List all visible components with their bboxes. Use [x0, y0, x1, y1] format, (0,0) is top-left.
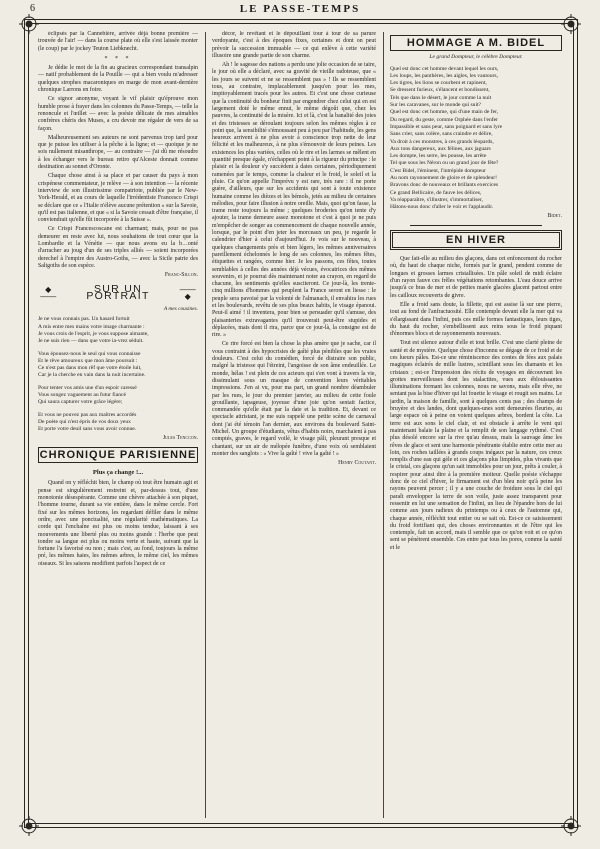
column-divider — [383, 32, 384, 818]
poem-dedication: Le grand Dompteur, le célèbre Dompteur. — [429, 54, 523, 61]
poem-line: Vous songez vaguement au futur fiancé — [38, 392, 126, 399]
poem-line: Aux tons dangereux, aux félines, aux jaguars — [390, 145, 491, 152]
page-header — [30, 3, 570, 17]
poem-line: Et le rêve amoureux que mon âme poursuit : — [38, 357, 138, 364]
poem-line: Sans crier, sans colère, sans craindre et délire, — [390, 131, 493, 138]
column-2 — [212, 31, 376, 817]
corner-ornament-bottom-right — [560, 815, 582, 837]
poem-line: Tels que dans le désert, le jour comme la nuit — [390, 94, 492, 101]
poem-line: Au nom rayonnement de gloire et de splendeur! — [390, 175, 498, 182]
poem-line: Et porte votre deuil sans vous avoir connue. — [38, 426, 137, 433]
poem-line: Impassible et sans peur, sans poignard et sans lyre — [390, 123, 503, 130]
article-paragraph: Ce rire forcé est bien la chose la plus amère que je sache, car il vous contraint à des hypocrisies de gaîté plus pénibles que les vraies douleurs. C'est celui du comédien, forcé de distraire son public, malgré la tristesse qui l'étreint, l'angoisse de son âme endeuillée. Le monde, hélas ! est plein de ces acteurs qui s'en vont à travers la vie, dissimulant sous un masque de convention leurs véritables impressions. J'en ai vu, pour ma part, un grand nombre déambuler par les rues, le jour du premier janvier, au milieu de cette foule grouillante, tapageuse, joyeuse d'une joie qu'on sentait factice, commandée qu'elle était par la date et la tradition. Et, devant ce spectacle attristant, je me suis rappelé une petite scène de carnaval dont j'ai été témoin l'an dernier, aux environs du boulevard Saint-Michel. Un groupe d'étudiants, vêtus d'habits noirs, marchaient à pas comptés, graves, le regard voilé, le visage pâli, pleurant presque et chantant, sur un air de mélopée funèbre, d'une voix où semblaient monter des sanglots : « Vive la gaîté ! vive la gaîté ! » — [212, 341, 376, 457]
poem-line: Du regard, du geste, comme Orphée dans l'enfer — [390, 116, 499, 123]
poem-signature: Jules Tenccon. — [162, 434, 198, 441]
section-title-chronique: CHRONIQUE PARISIENNE — [38, 447, 198, 463]
article-paragraph: Ce Crispi Francescoscane est charmant; mais, pour ne pas demeurer en reste avec lui, nous souhaitons de tout cœur que la Lombardie et la Vénétie — que nous avons eu la b…onté d'arracher au joug d'un de ses triples alliés — soient incorporées derechef à l'empire des Austro-Goths, — avec la Sicile patrie des Saltgoths de son espèce. — [38, 226, 198, 269]
article-paragraph: éclipsés par la Cannebière, arrivée déjà bonne première — trouvée de l'air! — dans la course plate où elle s'est laissée monter (le coup) par le jockey Teuton Liebknecht. — [38, 31, 198, 52]
poem-line: Je ne suis rien — dans que votre ia-vrez séduit. — [38, 338, 144, 345]
poem-body — [38, 316, 198, 433]
section-title-hiver: EN HIVER — [390, 230, 562, 250]
section-title-hommage: HOMMAGE A M. BIDEL — [390, 35, 562, 51]
poem-line: Et vous ne pouvez pas aux maîtres accordés — [38, 411, 137, 418]
section-stars-ornament: * * * — [104, 55, 132, 62]
article-paragraph: Je dédie le mot de la fin au gracieux correspondant transalpin — natif probablement de la Pouille — qui a bien voulu m'adresser quelques strophes macaroniques en marge de mon avant-dernière chronique Larrons en foire. — [38, 65, 198, 94]
publication-title: LE PASSE-TEMPS — [239, 3, 361, 15]
article-paragraph: Malheureusement ses auteurs ne sont parvenus trop tard pour que je puisse les utiliser à la pêche à la ligne; et — quoique je ne sois nullement misanthrope, — au contraire — j'ai dû me résoudre à les échanger vers le bureau retiro qu'Alceste donnait comme destination au sonnet d'Oronte. — [38, 134, 198, 171]
article-paragraph: Ah ! le sagesse des nations a perdu une jolie occasion de se taire, le jour où elle a déclaré, avec sa gravité de vieille radoteuse, que « les jours se suivent et ne se ressemblent pas » ! Ils se ressemblent tous, au contraire, implacablement jusqu'en pour les mes, impitoyablement tracés pour les autres. Et c'est une chose curieuse que la continuité du bonheur finit par engendrer chez celui qui en est largement doté le même ennui, le même dégoût que, chez les pauvres, la continuité de la misère. Ici et là, c'est la banalité des joies et des tristesses se déroulant toujours selon les mêmes règles à ce point que, la sensibilité s'émoussant peu à peu par l'habitude, les gens heureux arrivent à ne plus avoir à conscience trop nette de leur félicité et les malheureux, à ne plus s'émouvoir de leurs peines. Les existences les plus variées, celles où le rire et les larmes se mêlent en quantité presque égale, n'échappent point à la rigueur du principe : le plaisir et la douleur s'y succèdent à dates certaines, périodiquement ramenées par le temps, comme la chaleur et le froid, le soleil et la pluie. Ce qu'on appelle l'imprévu y est rare, très rare : il ne porte guère, d'ailleurs, que sur les accidents qui sont à toute existence humaine comme les dièzes et les bémols, jetés au milieu de certaines mélodies, pour faire illusion à notre oreille. Mais, quoi qu'on fasse, la trame reste toujours la même ; quelques broderies qu'on tente d'y ajouter, la trame demeure assez monotone et c'est à quoi je ne puis m'empêcher de songer au commencement de chaque nouvelle année, lorsque, par le point d'en jeter les morceaux un peu, je regarde le calendrier d'hier à celui d'aujourd'hui. Je vois sur le nouveau, à quelques changements près et bien légers, les mêmes anniversaires pareillement échelonnés le long de ses colonnes, les mêmes fêtes, étiquettes et rangées, comme hier. Je les passons, ces fêtes, toutes semblables à celles des années déjà vécues, évocatrices des mêmes souvenirs, et je pourrai dès maintenant noter au crayon, en regard de chacune, les sentiments qu'elles susciteront. Ce jour-là, les trente-cinq millions d'hommes qui peuplent la France seront en liesse : le peuple sera pavoisé par la volonté de l'almanach, il envahira les rues et les boulevards, revêtu de ses plus beaux habits, le visage épanoui. Peut-il aimé ! il inventera, pour bien se persuader qu'il s'amuse, des plaisanteries extravagantes qu'il trouverait peut-être stupides et déplacées, mais dont il rira, parce que ce jour-là, la consigne est de rire. » — [212, 62, 376, 339]
article-paragraph: Tout est silence autour d'elle et tout brille. C'est une clarté pleine de santé et de mystère. Quelque chose d'inconnu se dégage de ce froid et de ces lueurs pâles. Est-ce une réminiscence des contes de fées aux palais magiques éclairés de mille lustres, scintillant sous les diamants et les cristaux ; est-ce l'impression des récits de voyages en découvrant les grottes merveilleuses dont les stalactites, vues aux éblouissantes illuminations formant les colonnes, nous ne savons, mais elle rêve, ne sentant pas la bise d'hiver qui lui fouette le visage et rougit ses mains. Le jardin, la maison de famille, sont à quelques cents pas ; des champs de bruyère et des landes, dont quelques-unes sont demeurées fleuries, au large espace où à peine on voient quelques arbres, bordent la côte. La terre est aux sons le ciel clair, et est obstacle à arrête le vent qui maintenant balaie la plaine et la remplit de son langage rythmé. C'est plus désolé encore sur la rive qu'au dessus, mais la sauvage âme les rêves de glace et sent une harmonie pénétrante établie entre cette mer au loin, ces roches taillées à grands coups inégaux par la nature, ces creux remplis d'une eau qui gèle et ces glaçons plus limpides, plus vivants que le cristal, ces glaçons qu'un sait immobiles pour un jour, prêts à couler, à respirer pour ainsi dire à la première moiteur. Quelle poésie s'échappe donc de ce ciel d'hiver, le firmament est d'un bleu noir qu'à peine les rayons peuvent percer ; il y a une couche de froidure sous le ciel qui paraît envelopper la terre de son voile, juste assez transparent pour ressentir en lui une sensation de l'infini, un lieu de l'épandre hors de lui comme aux jours radieux du printemps ou à ceux de l'automne qui, chaque année, réfléchit tout entier ou se sait où. Est-ce ce saisissement du froid fortifiant qui, des choses environnantes et de l'être qui les contemple, fait un accord, mais il semble que ce qu'on voit et ce qu'on sent se pénètrent ensemble. Ces entre par tous les pores, comme la santé et le — [390, 340, 562, 551]
poem-line: Car je la cherche en vain dans la nuit incertaine. — [38, 372, 146, 379]
poem-dedication: A mes cousines. — [163, 306, 198, 313]
column-divider — [205, 32, 206, 818]
article-paragraph: Quand on y réfléchit bien, le champ où tout être humain agit et pense est singulièrement restreint et, par-dessus tout, d'une monotonie désespérante. Comme une chèvre attachée à son piquet, l'homme tourne, durant sa vie entière, dans le même cercle. Fort fixé sur les mêmes horizons, les regardant défiler dans le même ordre, avec une ponctualité, une régularité mathématiques. La corde qui l'enchaîne est plus ou moins tendue, laissant à ses mouvements une liberté plus ou moins grande : l'herbe que peut tondre sa langue est plus ou moins verte et haute, suivant que la fortune l'a favorisé ou non ; mais c'est, au fond, toujours la même pré, les mêmes haies, les mêmes arbres, le même ciel, les mêmes oiseaux. Si les saisons modifient parfois l'aspect de ce — [38, 480, 198, 567]
corner-ornament-bottom-left — [18, 815, 40, 837]
article-paragraph: décor, le revêtant et le dépouillant tour à tour de sa parure verdoyante, c'est à des époques fixes, certaines et dont on peut prévoir la succession immuable — ce qui enlève à cette variété illusoire une grande partie de son charme. — [212, 31, 376, 59]
page-number: 6 — [30, 3, 36, 14]
poem-line: Quel est donc cet homme, qui d'une main de fer, — [390, 109, 499, 116]
poem-line: Je ne vous connais pas. Un hasard fortuit — [38, 316, 130, 323]
author-signature: Henry Coutant. — [338, 460, 376, 467]
poem-line: Se dressent furieux, s'élancent et bondissent, — [390, 87, 490, 94]
poem-signature: Bidet. — [547, 212, 562, 219]
ornament-icon: ——◆ — [179, 284, 196, 301]
poem-line: Hâtons-nous donc d'aller le voir et l'applaudir. — [390, 204, 494, 211]
poem-line: Vous épousez-nous le seul qui vous connaisse — [38, 350, 141, 357]
poem-line: Pour tenter vos amis une d'un espoir caressé — [38, 384, 137, 391]
poem-line: Va droit à ces monstres, à ces grands léopards, — [390, 138, 494, 145]
poem-line: Tel que sous les Néron ou un grand jour de fête? — [390, 160, 499, 167]
poem-line: A mis entre mes mains votre image charmante : — [38, 323, 145, 330]
article-paragraph: Que fait-elle au milieu des glaçons, dans cet enfoncement du rocher où, du haut de chaque niche, formés par le grand, pendent comme de longues et grosses larmes cristallisées. Un pâle soleil de midi éclaire d'un rayon fauve ces frêles végétations retombantes. L'eau douce arrive jusqu'à ce bras de mer et de petites marée glacées glacent partout entre les cailloux recouverts de givre. — [390, 256, 562, 299]
poem-title: ◆—— SUR UN PORTRAIT ——◆ — [38, 286, 198, 301]
section-divider — [410, 225, 542, 226]
poem-line: Les loups, les panthères, les aigles, les vautours, — [390, 72, 498, 79]
poem-line: C'est Bidel, l'éminent, l'intrépide dompteur — [390, 167, 486, 174]
poem-line: Va réapparaître, s'illustrer, s'immortaliser, — [390, 196, 483, 203]
poem-line: Ce grand Bellicaire, de fauve les délices, — [390, 189, 482, 196]
poem-line: Qui saura capturer votre grâce légère; — [38, 399, 123, 406]
poem-line: Quel est donc cet homme devant lequel les ours, — [390, 65, 499, 72]
poem-line: Les dompte, les serre, les pousse, les arrête — [390, 153, 487, 160]
column-3 — [390, 31, 562, 817]
ornament-icon: ◆—— — [40, 284, 57, 301]
poem-body — [390, 66, 562, 212]
column-1 — [38, 31, 198, 817]
poem-line: Je vous crois de l'esprit, je vous suppose aimante, — [38, 330, 149, 337]
poem-line: De poète qui n'est épris de vos doux yeux — [38, 418, 131, 425]
poem-line: Les tigres, les lions se courbent et rapinent, — [390, 80, 487, 87]
poem-line: Sur les caravanes, sur le monde qui suit? — [390, 102, 482, 109]
author-signature: Franc-Sillon. — [164, 272, 198, 279]
article-paragraph: Ce signor anonyme, voyant le vif plaisir qu'éprouve mon humble prose à frayer dans les colonnes du Passe-Temps, — telle la renoncule et l'œillet — avec la poésie délicate de mes aimables confrères chéris des Muses, a cru devoir me régaler de vers de sa façon. — [38, 96, 198, 132]
article-paragraph: Elle a froid sans doute, la fillette, qui est assise là sur une pierre, tout au fond de l'anfractuosité. Elle contemple devant elle la mer qui va s'élargissant dans l'infini, puis ces mille formes fantastiques, leurs tiges, du haut du rocher, s'embellissent aux reins sous le froid piquant d'énormes blocs et de rayonnements nouveaux. — [390, 301, 562, 338]
article-paragraph: Chaque chose ainsi à sa place et par causer du pays à mon crispénese commentateur, je relève — à son intention — la récente interview de son illustrissime compatriote, publiée par le New-York-Herald, et au cours de laquelle l'irrédentiste Francesco Crispi se déclare que ce « l'Italie n'élève aucune prétention » sur la Savoie, qu'il est pas italienne, et que « si la Savoie cessait d'être française, il conviendrait qu'elle fût incorporée à la Suisse ». — [38, 173, 198, 224]
poem-line: Ce n'est pas dans mon rêf que votre étoile luit, — [38, 365, 142, 372]
poem-line: Bravons donc de nouveaux et brillants exercices — [390, 182, 499, 189]
article-subtitle: Plus ça change !... — [92, 469, 144, 477]
